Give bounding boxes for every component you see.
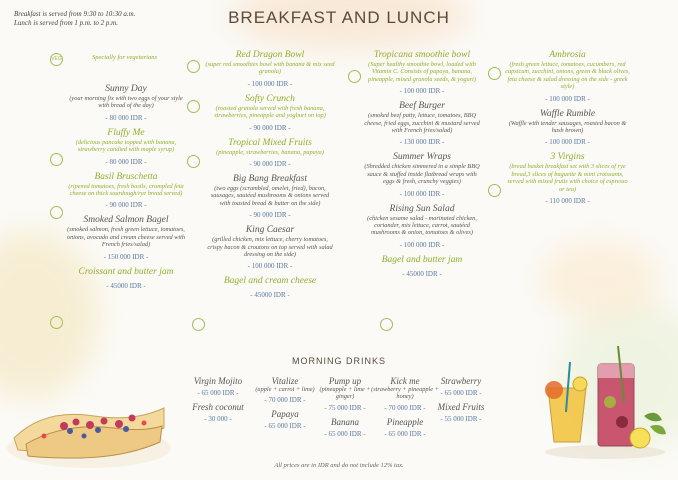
price-value: 90 000 IDR bbox=[109, 201, 143, 210]
menu-item bbox=[66, 128, 186, 166]
price-dash: - bbox=[440, 389, 445, 397]
price-dash: - bbox=[105, 113, 110, 122]
price-dash: - bbox=[301, 422, 306, 431]
price-value: 45000 IDR bbox=[110, 281, 142, 290]
menu-item-name: Rising Sun Salad bbox=[389, 203, 455, 214]
veg-leaf-icon bbox=[187, 155, 200, 168]
price-dash: - bbox=[402, 269, 407, 278]
price-dash: - bbox=[399, 87, 404, 96]
drink-name: Strawberry bbox=[440, 376, 482, 386]
price-dash: - bbox=[477, 415, 482, 423]
price-dash: - bbox=[247, 262, 252, 271]
menu-item bbox=[362, 152, 482, 197]
price-value: 90 000 IDR bbox=[253, 160, 287, 169]
price-dash: - bbox=[105, 201, 110, 210]
price-value: 80 000 IDR bbox=[109, 157, 143, 166]
menu-item-description: (delicious pancake topped with banana, strawberry candied with maple syrup) bbox=[75, 138, 177, 154]
veg-leaf-icon bbox=[488, 67, 501, 80]
price-value: 90 000 IDR bbox=[253, 123, 287, 132]
price-dash: - bbox=[585, 138, 590, 147]
tax-note: All prices are in IDR and do not include 12% tax. bbox=[274, 462, 404, 469]
price-value: 65 000 IDR bbox=[388, 429, 422, 438]
cocktails-illustration bbox=[540, 342, 670, 460]
drink-name: Virgin Mojito bbox=[193, 376, 243, 386]
price-dash: - bbox=[301, 396, 306, 405]
drink-name: Kick me bbox=[390, 376, 420, 386]
price-dash: - bbox=[250, 291, 255, 300]
drinks-title: MORNING DRINKS bbox=[291, 356, 386, 366]
price-dash: - bbox=[545, 94, 550, 103]
veg-leaf-icon bbox=[380, 318, 393, 331]
price-value: 100 000 IDR bbox=[251, 79, 289, 88]
menu-column-4 bbox=[505, 50, 630, 211]
price-dash: - bbox=[440, 87, 445, 96]
price-value: 75 000 IDR bbox=[328, 403, 362, 412]
menu-item bbox=[66, 215, 186, 260]
price-value: 110 000 IDR bbox=[549, 197, 586, 206]
menu-item bbox=[205, 138, 335, 168]
price-dash: - bbox=[361, 429, 366, 438]
price-dash: - bbox=[286, 160, 291, 169]
menu-item bbox=[505, 152, 630, 205]
price-dash: - bbox=[142, 113, 147, 122]
price-dash: - bbox=[142, 201, 147, 210]
price-dash: - bbox=[421, 403, 426, 412]
menu-item-description: (smoked beef patty, lettuce, tomatoes, BBQ cheese, fried eggs, zucchini & mustard served with French fries/salad) bbox=[364, 112, 480, 135]
menu-item-description: (Super healthy smoothie bowl, loaded with Vitamin C. Consists of papaya, banana, pineapple, mixed granola seeds, & yogurt) bbox=[368, 61, 476, 83]
menu-item bbox=[205, 276, 335, 299]
menu-item-name: Waffle Rumble bbox=[539, 108, 596, 119]
price-value: 100 000 IDR bbox=[549, 138, 586, 147]
menu-item-price bbox=[205, 291, 335, 299]
menu-item bbox=[205, 225, 335, 270]
menu-item bbox=[205, 174, 335, 219]
price-dash: - bbox=[288, 79, 293, 88]
veg-leaf-icon bbox=[192, 318, 205, 331]
crepes-illustration bbox=[4, 378, 174, 473]
menu-item bbox=[362, 204, 482, 249]
menu-item-price bbox=[205, 124, 335, 132]
veg-leaf-icon bbox=[50, 153, 63, 166]
price-dash: - bbox=[477, 389, 482, 397]
price-value: 65 000 IDR bbox=[201, 389, 235, 397]
menu-item bbox=[505, 50, 630, 103]
drink-name: Vitalize bbox=[271, 376, 299, 386]
menu-item-description: (roasted granola served with fresh banana, strawberries, pineapple and yoghurt on top) bbox=[214, 104, 326, 120]
menu-item-description: (Waffle with tender sausages, roasted bacon & hash brown) bbox=[508, 119, 627, 135]
price-dash: - bbox=[106, 281, 111, 290]
menu-item bbox=[362, 101, 482, 146]
veg-note: Specially for vegetarians bbox=[92, 54, 157, 61]
menu-item-name: Beef Burger bbox=[399, 101, 445, 112]
menu-item-name: Big Bang Breakfast bbox=[232, 174, 308, 185]
drink-description: (strawberry + pineapple + honey) bbox=[371, 386, 439, 401]
menu-item-price bbox=[362, 241, 482, 249]
menu-column-2 bbox=[205, 50, 335, 305]
price-value: 100 000 IDR bbox=[403, 189, 441, 198]
menu-item-name: Tropical Mixed Fruits bbox=[228, 137, 312, 148]
price-dash: - bbox=[144, 252, 149, 261]
drink-name: Mixed Fruits bbox=[437, 402, 485, 412]
veg-leaf-icon bbox=[488, 184, 501, 197]
price-dash: - bbox=[103, 252, 108, 261]
price-dash: - bbox=[105, 157, 110, 166]
price-dash: - bbox=[141, 281, 146, 290]
price-dash: - bbox=[437, 269, 442, 278]
price-dash: - bbox=[249, 123, 254, 132]
price-dash: - bbox=[545, 138, 550, 147]
price-dash: - bbox=[421, 429, 426, 438]
price-value: 100 000 IDR bbox=[403, 87, 441, 96]
menu-item-description: (fresh green lettuce, tomatoes, cucumbers, red capsicum, zucchini, onions, green & black olives, feta cheese & salad dressing on the side - greek style) bbox=[505, 61, 630, 91]
menu-item-price bbox=[505, 95, 630, 103]
price-value: 55 000 IDR bbox=[444, 415, 478, 423]
price-dash: - bbox=[440, 138, 445, 147]
price-dash: - bbox=[399, 138, 404, 147]
menu-item-description: (chicken sesame salad - marinated chicken, coriander, mix lettuce, carrot, sautéed mushrooms & onion, tomatoes & olives) bbox=[367, 214, 477, 237]
drink-name: Pineapple bbox=[386, 416, 424, 427]
price-dash: - bbox=[249, 211, 254, 220]
menu-item bbox=[362, 255, 482, 278]
menu-item bbox=[205, 50, 335, 88]
price-dash: - bbox=[197, 389, 202, 397]
menu-item bbox=[66, 84, 186, 122]
price-dash: - bbox=[399, 240, 404, 249]
menu-item-description: (bread basket breakfast set with 3 slices of rye bread,3 slices of baguette & mini croissants, served with mixed fruits with choice of espresso or tea) bbox=[507, 163, 628, 193]
menu-item bbox=[362, 50, 482, 95]
drinks-column bbox=[426, 376, 496, 428]
veg-leaf-icon bbox=[348, 70, 361, 83]
menu-item-price bbox=[66, 114, 186, 122]
veg-leaf-icon bbox=[187, 60, 200, 73]
veg-leaf-icon bbox=[50, 316, 63, 329]
price-value: 30 000 bbox=[208, 415, 228, 423]
menu-item-name: Tropicana smoothie bowl bbox=[373, 50, 471, 60]
menu-item-description: (Shredded chicken simmered in a simple BBQ sauce & stuffed inside flatbread wraps with eggs & fresh, crunchy veggies) bbox=[364, 163, 480, 186]
menu-item-price bbox=[362, 270, 482, 278]
drink-price bbox=[426, 415, 496, 423]
price-dash: - bbox=[264, 396, 269, 405]
drinks-column bbox=[183, 376, 253, 428]
veg-leaf-icon bbox=[187, 100, 200, 113]
price-value: 70 000 IDR bbox=[268, 396, 302, 405]
menu-item-name: 3 Virgins bbox=[550, 152, 585, 163]
serving-hours-lunch: Lunch is served from 1 p.m. to 2 p.m. bbox=[14, 19, 118, 27]
menu-item-name: Ambrosia bbox=[549, 50, 586, 60]
drink-description: (apple + carrot + lime) bbox=[255, 386, 315, 393]
menu-item-name: Fluffy Me bbox=[107, 127, 145, 138]
price-value: 130 000 IDR bbox=[403, 138, 441, 147]
price-dash: - bbox=[585, 197, 590, 206]
drink-name: Pump up bbox=[328, 376, 362, 386]
price-dash: - bbox=[227, 415, 232, 423]
price-dash: - bbox=[286, 123, 291, 132]
price-dash: - bbox=[440, 189, 445, 198]
menu-item-price bbox=[362, 190, 482, 198]
price-value: 80 000 IDR bbox=[109, 113, 143, 122]
price-value: 45000 IDR bbox=[406, 269, 438, 278]
price-value: 70 000 IDR bbox=[388, 403, 422, 412]
price-dash: - bbox=[324, 403, 329, 412]
menu-item-price bbox=[362, 87, 482, 95]
price-dash: - bbox=[247, 79, 252, 88]
price-dash: - bbox=[384, 429, 389, 438]
price-dash: - bbox=[286, 211, 291, 220]
price-dash: - bbox=[324, 429, 329, 438]
price-value: 65 000 IDR bbox=[328, 429, 362, 438]
menu-item-name: Bagel and butter jam bbox=[381, 254, 463, 265]
price-dash: - bbox=[142, 157, 147, 166]
menu-item-name: Summer Wraps bbox=[393, 152, 451, 163]
drink-price bbox=[183, 415, 253, 423]
price-dash: - bbox=[264, 422, 269, 431]
price-dash: - bbox=[585, 94, 590, 103]
drink-price bbox=[426, 389, 496, 397]
price-dash: - bbox=[249, 160, 254, 169]
drink-description: (pineapple + lime + ginger) bbox=[319, 386, 371, 401]
drink-price bbox=[183, 389, 253, 397]
menu-column-3 bbox=[362, 50, 482, 284]
price-dash: - bbox=[234, 389, 239, 397]
price-dash: - bbox=[399, 189, 404, 198]
price-value: 100 000 IDR bbox=[549, 94, 586, 103]
price-dash: - bbox=[361, 403, 366, 412]
price-value: 65 000 IDR bbox=[268, 422, 302, 431]
menu-item-price bbox=[66, 201, 186, 209]
serving-hours-breakfast: Breakfast is served from 9:30 to 10:30 a.m. bbox=[14, 10, 136, 18]
drink-price bbox=[370, 430, 440, 438]
menu-item-name: King Caesar bbox=[245, 225, 295, 236]
menu-item-description: (ripened tomatoes, fresh basils, crumpled feta cheese on thick sourdough/rye bread served) bbox=[68, 182, 184, 198]
price-value: 45000 IDR bbox=[254, 291, 286, 300]
menu-item bbox=[205, 94, 335, 132]
menu-item-description: (super red smoothies bowl with banana & mix seed granola) bbox=[205, 61, 335, 76]
menu-item-description: (smoked salmon, fresh green lettuce, tomatoes, onions, avocado and cream cheese served with French fries/salad) bbox=[66, 226, 186, 249]
menu-item bbox=[66, 172, 186, 210]
menu-column-1 bbox=[66, 84, 186, 296]
menu-item-name: Croissant and butter jam bbox=[78, 266, 174, 277]
menu-item-price bbox=[505, 197, 630, 205]
menu-item-name: Red Dragon Bowl bbox=[235, 50, 305, 60]
price-value: 90 000 IDR bbox=[253, 211, 287, 220]
price-value: 150 000 IDR bbox=[107, 252, 145, 261]
drink-name: Banana bbox=[331, 416, 359, 427]
menu-item-price bbox=[66, 282, 186, 290]
price-dash: - bbox=[384, 403, 389, 412]
drink-name: Fresh coconut bbox=[192, 402, 244, 412]
menu-item-name: Smoked Salmon Bagel bbox=[83, 215, 169, 226]
menu-item-price bbox=[505, 138, 630, 146]
price-dash: - bbox=[440, 240, 445, 249]
drink-name: Papaya bbox=[271, 409, 299, 420]
menu-item bbox=[66, 267, 186, 290]
menu-item-description: (pineapple, strawberries, banana, papaya) bbox=[216, 148, 324, 156]
menu-item bbox=[505, 109, 630, 147]
price-dash: - bbox=[285, 291, 290, 300]
menu-item-price bbox=[205, 160, 335, 168]
menu-item-price bbox=[66, 253, 186, 261]
menu-item-name: Bagel and cream cheese bbox=[223, 276, 317, 287]
price-value: 65 000 IDR bbox=[444, 389, 478, 397]
price-dash: - bbox=[204, 415, 209, 423]
price-value: 100 000 IDR bbox=[403, 240, 441, 249]
menu-item-description: (two eggs (scrambled, omelet, fried), bacon, sausages, sautéed mushrooms & onions served with toasted bread & butter on the side) bbox=[210, 185, 330, 207]
menu-item-price bbox=[205, 262, 335, 270]
menu-item-name: Sunny Day bbox=[105, 84, 147, 94]
menu-item-description: (your morning fix with two eggs of your style with bread of the day) bbox=[69, 95, 183, 110]
price-dash: - bbox=[545, 197, 550, 206]
veg-leaf-icon: VEG bbox=[50, 53, 63, 66]
menu-item-name: Softy Crunch bbox=[245, 93, 295, 104]
menu-item-price bbox=[205, 211, 335, 219]
menu-item-name: Basil Bruschetta bbox=[94, 171, 158, 182]
price-dash: - bbox=[440, 415, 445, 423]
menu-item-price bbox=[362, 138, 482, 146]
menu-item-price bbox=[205, 80, 335, 88]
price-value: 100 000 IDR bbox=[251, 262, 289, 271]
price-dash: - bbox=[288, 262, 293, 271]
menu-item-description: (grilled chicken, mix lettuce, cherry tomatoes, crispy bacon & croutons on top served with salad dressing on the side) bbox=[207, 236, 333, 259]
veg-leaf-icon bbox=[50, 206, 63, 219]
menu-item-price bbox=[66, 158, 186, 166]
menu-title: BREAKFAST AND LUNCH bbox=[228, 8, 450, 27]
